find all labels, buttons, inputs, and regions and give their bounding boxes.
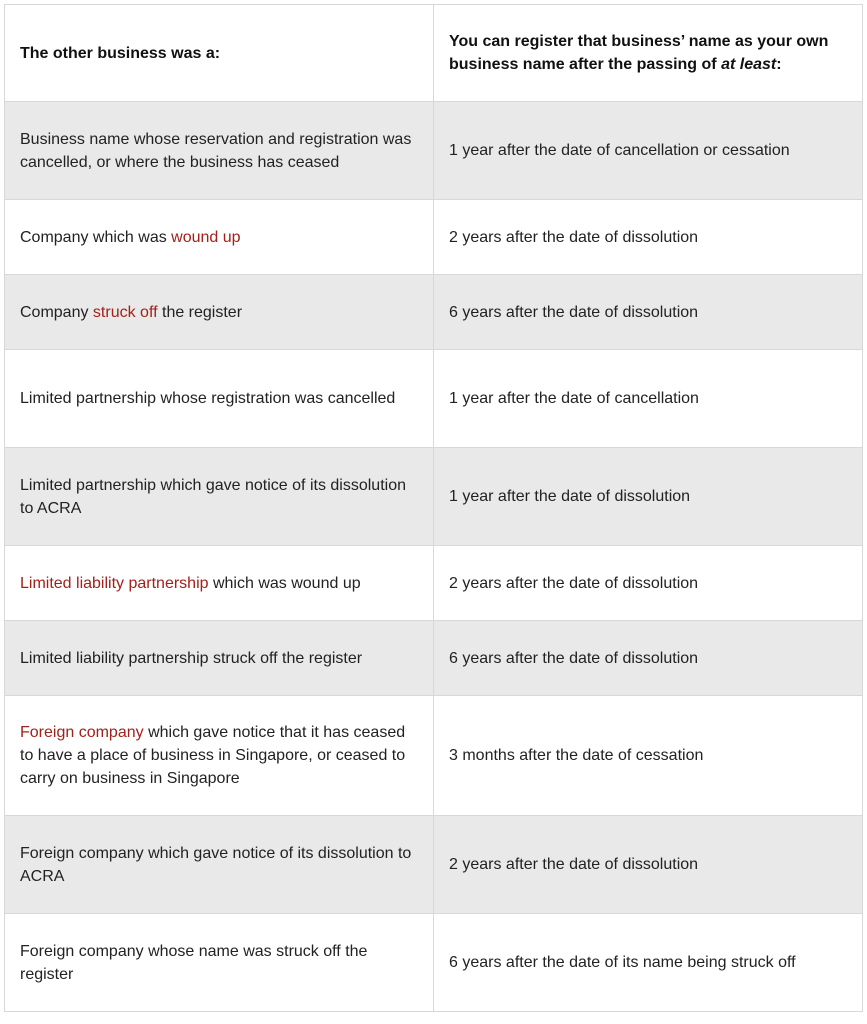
struck-off-link[interactable]: struck off: [92, 303, 158, 321]
name-eligibility-table-wrapper: [4, 4, 862, 1012]
waiting-period-cell: [434, 914, 863, 1012]
waiting-period-cell: [434, 621, 863, 696]
business-type-text: Foreign company which gave notice of its dissolution to ACRA: [20, 844, 412, 885]
waiting-period-cell: [434, 816, 863, 914]
waiting-period-text: 2 years after the date of dissolution: [449, 856, 699, 873]
header-business-type-label: The other business was a:: [20, 44, 221, 62]
waiting-period-cell: [434, 350, 863, 448]
waiting-period-cell: [434, 448, 863, 546]
business-type-cell: [5, 914, 434, 1012]
table-row: [5, 102, 863, 200]
business-type-cell: [5, 546, 434, 621]
table-row: [5, 275, 863, 350]
business-type-cell: [5, 696, 434, 816]
business-type-text: Company which was: [20, 228, 172, 246]
table-row: [5, 621, 863, 696]
business-type-text-tail: which was wound up: [208, 574, 361, 592]
limited-liability-partnership-link[interactable]: Limited liability partnership: [20, 574, 209, 592]
waiting-period-text: 6 years after the date of dissolution: [449, 303, 699, 321]
table-header-row: [5, 5, 863, 102]
name-eligibility-table: [4, 4, 863, 1012]
waiting-period-text: 2 years after the date of dissolution: [449, 228, 699, 246]
business-type-cell: [5, 448, 434, 546]
waiting-period-text: 3 months after the date of cessation: [449, 747, 704, 764]
business-type-text-tail: the register: [157, 303, 243, 321]
waiting-period-text: 1 year after the date of dissolution: [449, 488, 691, 505]
business-type-cell: [5, 275, 434, 350]
header-business-type: [5, 5, 434, 102]
business-type-text: Foreign company whose name was struck off the register: [20, 942, 368, 983]
waiting-period-cell: [434, 696, 863, 816]
business-type-text: Limited partnership which gave notice of its dissolution to ACRA: [20, 476, 406, 517]
waiting-period-text: 6 years after the date of dissolution: [449, 649, 699, 667]
business-type-text: Limited liability partnership struck off the register: [20, 649, 363, 667]
business-type-cell: [5, 200, 434, 275]
business-type-cell: [5, 621, 434, 696]
business-type-text: Limited partnership whose registration was cancelled: [20, 390, 396, 407]
table-row: [5, 448, 863, 546]
waiting-period-cell: [434, 200, 863, 275]
business-type-cell: [5, 102, 434, 200]
table-row: [5, 200, 863, 275]
header-suffix: :: [776, 56, 782, 73]
waiting-period-cell: [434, 546, 863, 621]
header-emphasis: at least: [721, 56, 777, 73]
wound-up-link[interactable]: wound up: [171, 228, 241, 246]
business-type-cell: [5, 350, 434, 448]
business-type-text: Company: [20, 303, 93, 321]
waiting-period-text: 2 years after the date of dissolution: [449, 574, 699, 592]
waiting-period-text: 6 years after the date of its name being struck off: [449, 954, 796, 971]
table-row: [5, 546, 863, 621]
table-row: [5, 914, 863, 1012]
waiting-period-cell: [434, 275, 863, 350]
waiting-period-text: 1 year after the date of cancellation or cessation: [449, 142, 790, 159]
header-waiting-period: [434, 5, 863, 102]
header-waiting-period-text: You can register that business’ name as your own business name after the passing of: [449, 33, 829, 73]
business-type-text: Business name whose reservation and registration was cancelled, or where the business has ceased: [20, 130, 412, 171]
table-row: [5, 696, 863, 816]
table-row: [5, 816, 863, 914]
foreign-company-link[interactable]: Foreign company: [20, 724, 144, 741]
waiting-period-cell: [434, 102, 863, 200]
business-type-cell: [5, 816, 434, 914]
table-row: [5, 350, 863, 448]
business-type-text-tail: which gave notice that it has ceased to have a place of business in Singapore, or ceased to carry on business in Singapore: [20, 724, 406, 787]
waiting-period-text: 1 year after the date of cancellation: [449, 390, 699, 407]
